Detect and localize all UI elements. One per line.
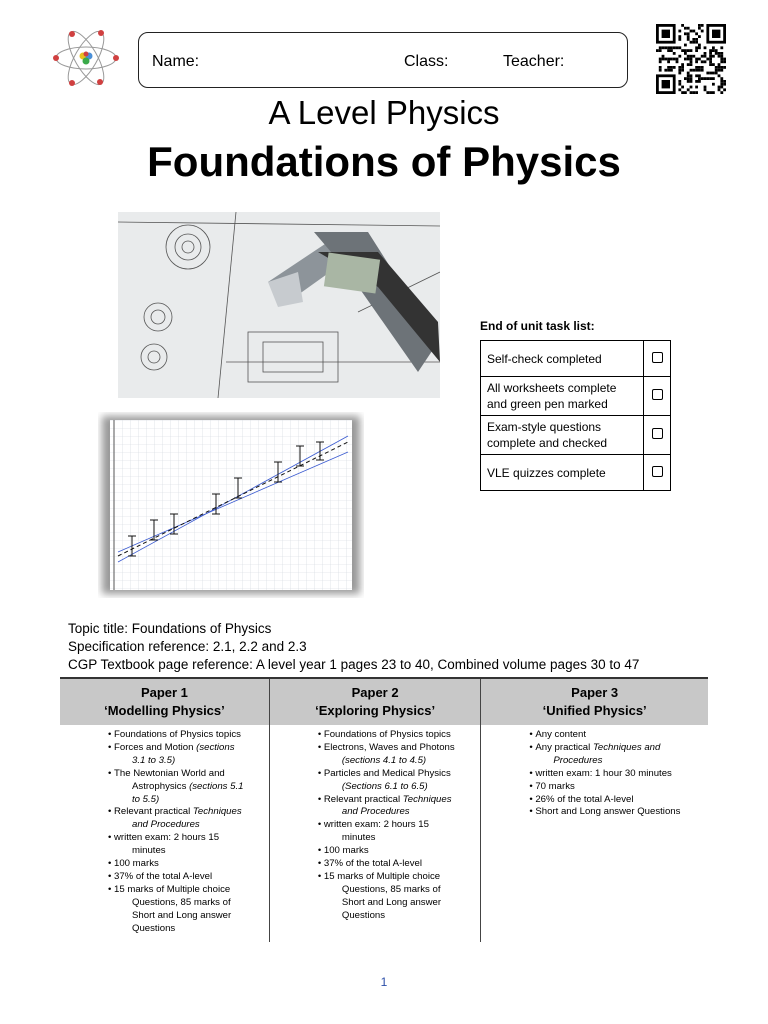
paper-bullet-item <box>529 742 708 768</box>
bullet-emphasis: Techniques <box>192 806 242 818</box>
bullet-emphasis: Techniques <box>402 793 452 805</box>
paper-bullet-item <box>318 729 480 742</box>
bullet-continuation-emphasis: (Sections 6.1 to 6.5) <box>341 780 428 792</box>
paper-bullet-item <box>108 910 269 923</box>
paper-content <box>60 725 269 942</box>
paper-bullet-item <box>108 832 269 858</box>
atom-logo <box>50 26 122 90</box>
bullet-continuation: Short and Long answer <box>341 896 442 908</box>
paper-name: Paper 1 <box>140 685 188 700</box>
bullet-continuation: Questions <box>132 922 176 934</box>
paper-bullet-item <box>529 729 708 742</box>
bullet-text: Forces and Motion <box>114 741 197 753</box>
bullet-text: Particles and Medical Physics <box>323 767 451 779</box>
paper-bullet-list <box>481 729 708 819</box>
spec-reference-line: Specification reference: 2.1, 2.2 and 2.3 <box>68 639 307 654</box>
paper-name: Paper 3 <box>571 685 619 700</box>
bullet-text: Electrons, Waves and Photons <box>323 741 455 753</box>
student-details-box <box>138 32 628 88</box>
bullet-text: The Newtonian World and <box>114 767 225 779</box>
bullet-continuation-emphasis: 3.1 to 3.5) <box>132 754 176 766</box>
bullet-text: Any content <box>535 729 587 740</box>
paper-bullet-item <box>108 871 269 884</box>
paper-bullet-item <box>318 897 480 910</box>
task-label: All worksheets complete <box>487 381 617 395</box>
paper-bullet-item <box>318 794 480 820</box>
page-title: Foundations of Physics <box>147 138 621 185</box>
bullet-continuation: Short and Long answer <box>132 909 232 921</box>
bullet-emphasis: (sections <box>196 741 235 753</box>
task-row <box>481 416 671 455</box>
cgp-reference-line: CGP Textbook page reference: A level year 1 pages 23 to 40, Combined volume pages 30 to 47 <box>68 657 640 672</box>
paper-bullet-item <box>108 923 269 936</box>
paper-bullet-list <box>270 729 480 923</box>
task-checkbox[interactable] <box>652 389 663 400</box>
task-label-line2: complete and checked <box>487 436 608 450</box>
paper-subtitle: ‘Exploring Physics’ <box>315 703 436 718</box>
bullet-text: written exam: 1 hour 30 minutes <box>535 767 672 779</box>
paper-bullet-item <box>108 806 269 832</box>
task-checkbox[interactable] <box>652 466 663 477</box>
bullet-text: Short and Long answer Questions <box>535 806 681 818</box>
paper-bullet-item <box>108 794 269 807</box>
task-checkbox[interactable] <box>652 428 663 439</box>
task-label: Self-check completed <box>487 351 602 366</box>
class-label: Class: <box>404 53 449 70</box>
paper-bullet-item <box>318 768 480 794</box>
bullet-text: 37% of the total A-level <box>114 870 213 882</box>
paper-bullet-item <box>318 845 480 858</box>
bullet-continuation-emphasis: (sections 4.1 to 4.5) <box>341 754 427 766</box>
paper-bullet-item <box>529 781 708 794</box>
bullet-continuation: Questions, 85 marks of <box>341 883 441 895</box>
page-subtitle: A Level Physics <box>268 94 500 131</box>
bullet-text: Foundations of Physics topics <box>323 729 451 740</box>
paper-bullet-item <box>318 858 480 871</box>
paper-bullet-item <box>108 858 269 871</box>
bullet-continuation-emphasis: and Procedures <box>341 806 410 818</box>
bullet-text: 26% of the total A-level <box>535 793 634 805</box>
task-list-table <box>480 340 671 491</box>
bullet-continuation: minutes <box>341 832 376 844</box>
paper-bullet-item <box>318 819 480 845</box>
paper-bullet-item <box>318 742 480 768</box>
paper-bullet-item <box>108 884 269 910</box>
bullet-text: written exam: 2 hours 15 <box>323 819 429 831</box>
bullet-text: 15 marks of Multiple choice <box>114 883 231 895</box>
paper-header <box>481 678 708 725</box>
bullet-continuation: Astrophysics <box>132 780 190 792</box>
paper-bullet-item <box>318 871 480 897</box>
paper-subtitle: ‘Unified Physics’ <box>542 703 647 718</box>
name-label: Name: <box>152 53 200 70</box>
paper-bullet-item <box>318 910 480 923</box>
bullet-text: Any practical <box>535 741 593 753</box>
bullet-continuation-emphasis: (sections 5.1 <box>189 780 244 792</box>
bullet-continuation-emphasis: Procedures <box>553 754 603 766</box>
papers-table <box>60 677 708 942</box>
teacher-label: Teacher: <box>503 53 565 70</box>
paper-bullet-item <box>529 806 708 819</box>
bullet-text: Relevant practical <box>323 793 403 805</box>
bullet-text: 37% of the total A-level <box>323 858 422 870</box>
paper-name: Paper 2 <box>351 685 399 700</box>
task-row <box>481 455 671 491</box>
paper-bullet-item <box>529 768 708 781</box>
caliper-photo <box>118 212 440 398</box>
paper-subtitle: ‘Modelling Physics’ <box>104 703 225 718</box>
task-label: Exam-style questions <box>487 420 602 434</box>
bullet-text: 15 marks of Multiple choice <box>323 870 441 882</box>
bullet-text: 70 marks <box>535 780 575 792</box>
bullet-text: 100 marks <box>323 845 369 857</box>
paper-content <box>481 725 708 942</box>
bullet-continuation: Questions, 85 marks of <box>132 896 231 908</box>
task-label-line2: and green pen marked <box>487 397 608 411</box>
task-row <box>481 377 671 416</box>
bullet-text: Foundations of Physics topics <box>114 729 241 740</box>
bullet-continuation: minutes <box>132 845 166 857</box>
qr-code <box>656 24 726 94</box>
paper-content <box>269 725 480 942</box>
page-number: 1 <box>380 975 388 989</box>
bullet-continuation-emphasis: and Procedures <box>132 819 200 831</box>
bullet-text: 100 marks <box>114 858 159 870</box>
bullet-text: Relevant practical <box>114 806 193 818</box>
task-row <box>481 341 671 377</box>
task-list-heading: End of unit task list: <box>480 319 595 333</box>
topic-title-line: Topic title: Foundations of Physics <box>68 621 272 636</box>
bullet-continuation-emphasis: to 5.5) <box>132 793 160 805</box>
graph-with-error-bars <box>98 412 364 598</box>
bullet-continuation: Questions <box>341 909 386 921</box>
paper-bullet-item <box>108 768 269 794</box>
paper-bullet-list <box>60 729 269 936</box>
task-label: VLE quizzes complete <box>487 465 606 480</box>
paper-header <box>60 678 269 725</box>
paper-bullet-item <box>529 794 708 807</box>
bullet-text: written exam: 2 hours 15 <box>114 832 220 844</box>
paper-bullet-item <box>108 729 269 742</box>
bullet-emphasis: Techniques and <box>592 741 661 753</box>
paper-bullet-item <box>108 742 269 768</box>
task-checkbox[interactable] <box>652 352 663 363</box>
paper-header <box>269 678 480 725</box>
